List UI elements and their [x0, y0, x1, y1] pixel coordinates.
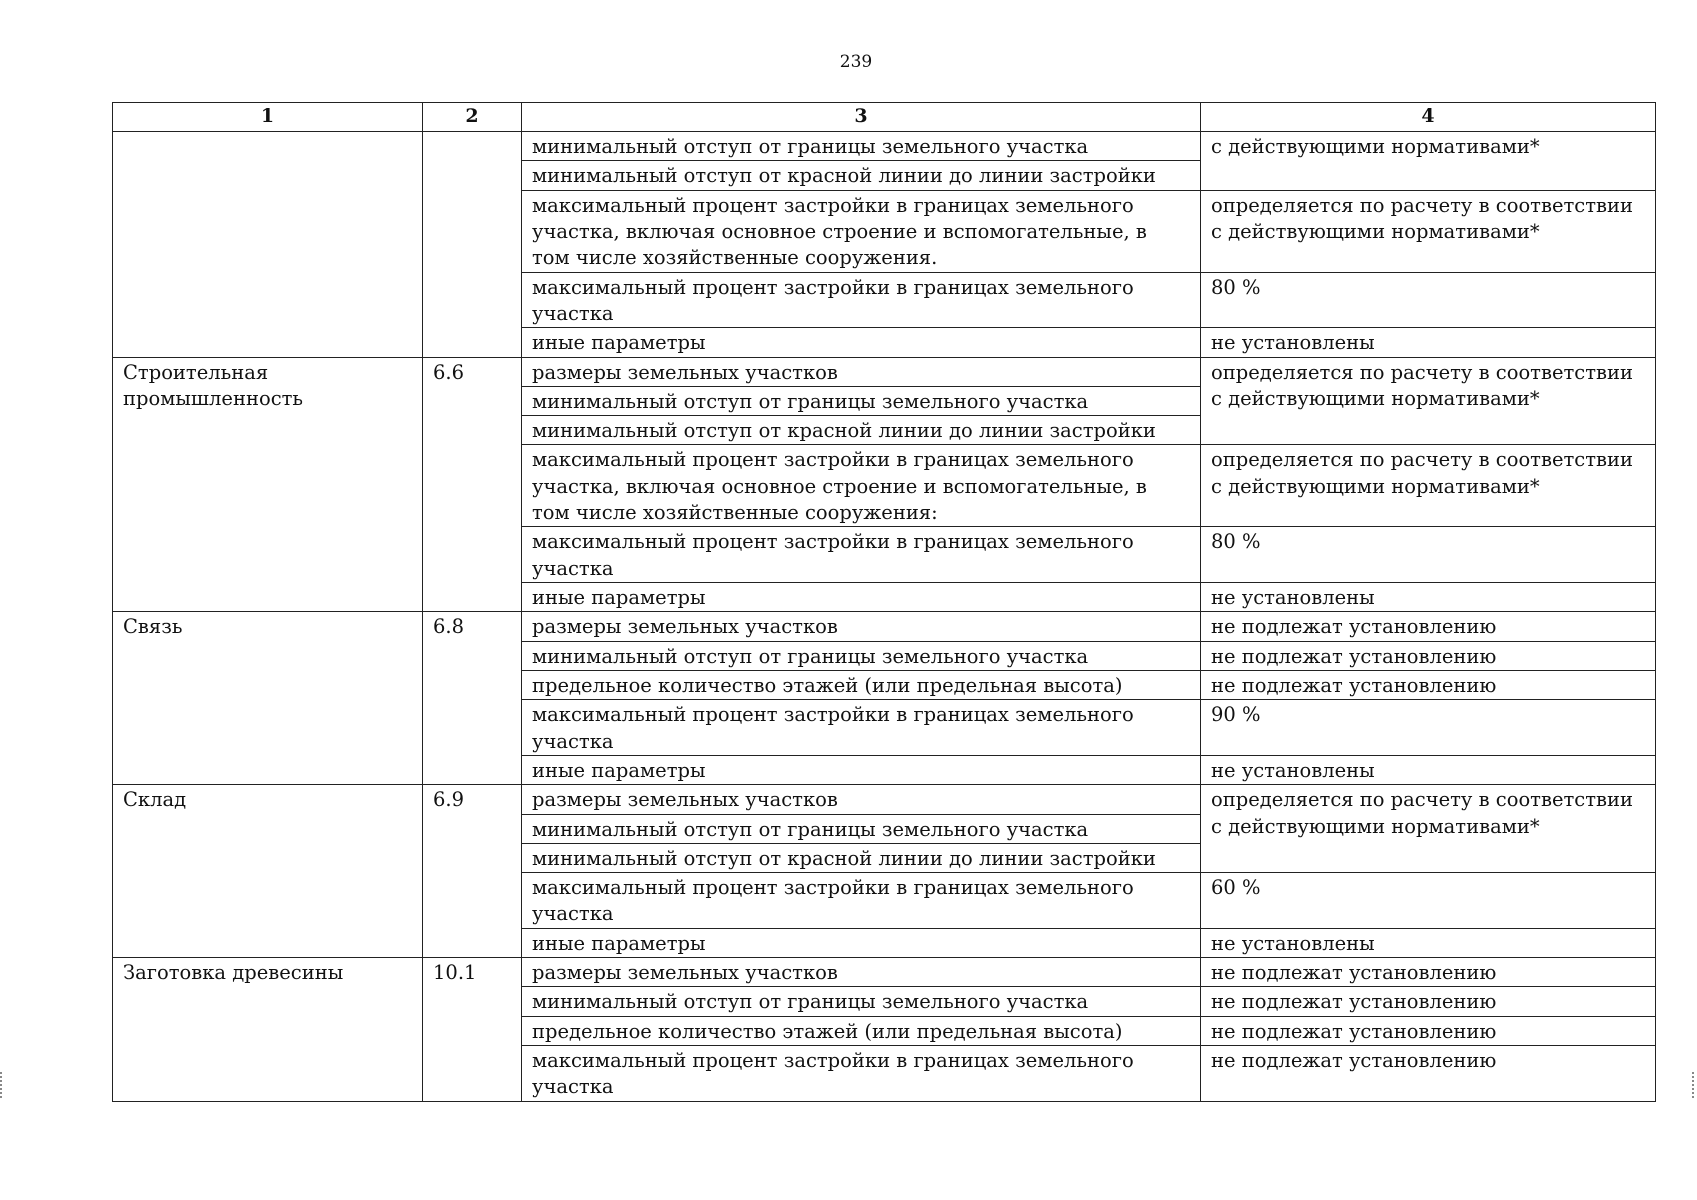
col-header-3: 3 — [522, 103, 1201, 132]
page-number: 239 — [839, 52, 873, 72]
value-cell: не подлежат установлению — [1201, 612, 1656, 641]
param-cell: предельное количество этажей (или предельная высота) — [522, 670, 1201, 699]
value-cell: с действующими нормативами* — [1201, 132, 1656, 191]
scan-mark-left — [0, 1072, 6, 1098]
value-cell: 80 % — [1201, 527, 1656, 583]
param-cell: максимальный процент застройки в границах земельного участка, включая основное строение и вспомогательные, в том числе хозяйственные сооружения: — [522, 445, 1201, 527]
param-cell: минимальный отступ от границы земельного участка — [522, 641, 1201, 670]
param-cell: максимальный процент застройки в границах земельного участка — [522, 873, 1201, 929]
scan-mark-right — [1692, 1072, 1697, 1098]
use-code-cell: 6.6 — [423, 357, 522, 612]
value-cell: не установлены — [1201, 328, 1656, 357]
param-cell: минимальный отступ от границы земельного участка — [522, 814, 1201, 843]
param-cell: максимальный процент застройки в границах земельного участка — [522, 527, 1201, 583]
table-row — [113, 958, 1656, 987]
param-cell: минимальный отступ от границы земельного участка — [522, 386, 1201, 415]
col-header-2: 2 — [423, 103, 522, 132]
col-header-4: 4 — [1201, 103, 1656, 132]
param-cell: иные параметры — [522, 755, 1201, 784]
use-code-cell — [423, 132, 522, 358]
value-cell: не установлены — [1201, 928, 1656, 957]
param-cell: иные параметры — [522, 928, 1201, 957]
param-cell: размеры земельных участков — [522, 612, 1201, 641]
table-header-row — [113, 103, 1656, 132]
value-cell: определяется по расчету в соответствии с действующими нормативами* — [1201, 190, 1656, 272]
table-row — [113, 132, 1656, 161]
table-row — [113, 612, 1656, 641]
param-cell: минимальный отступ от красной линии до линии застройки — [522, 416, 1201, 445]
value-cell: 80 % — [1201, 272, 1656, 328]
col-header-1: 1 — [113, 103, 423, 132]
param-cell: минимальный отступ от границы земельного участка — [522, 987, 1201, 1016]
value-cell: не установлены — [1201, 755, 1656, 784]
value-cell: не подлежат установлению — [1201, 1016, 1656, 1045]
param-cell: максимальный процент застройки в границах земельного участка — [522, 1046, 1201, 1102]
param-cell: размеры земельных участков — [522, 357, 1201, 386]
value-cell: 60 % — [1201, 873, 1656, 929]
use-name-cell — [113, 132, 423, 358]
value-cell: определяется по расчету в соответствии с действующими нормативами* — [1201, 445, 1656, 527]
value-cell: не установлены — [1201, 583, 1656, 612]
param-cell: иные параметры — [522, 328, 1201, 357]
value-cell: не подлежат установлению — [1201, 958, 1656, 987]
use-code-cell: 10.1 — [423, 958, 522, 1102]
use-name-cell: Строительная промышленность — [113, 357, 423, 612]
value-cell: не подлежат установлению — [1201, 987, 1656, 1016]
table-row — [113, 357, 1656, 386]
param-cell: максимальный процент застройки в границах земельного участка, включая основное строение и вспомогательные, в том числе хозяйственные сооружения. — [522, 190, 1201, 272]
table-row — [113, 785, 1656, 814]
regulations-table — [112, 102, 1656, 1102]
param-cell: минимальный отступ от красной линии до линии застройки — [522, 843, 1201, 872]
value-cell: не подлежат установлению — [1201, 1046, 1656, 1102]
value-cell: не подлежат установлению — [1201, 670, 1656, 699]
param-cell: максимальный процент застройки в границах земельного участка — [522, 272, 1201, 328]
param-cell: предельное количество этажей (или предельная высота) — [522, 1016, 1201, 1045]
param-cell: иные параметры — [522, 583, 1201, 612]
param-cell: минимальный отступ от красной линии до линии застройки — [522, 161, 1201, 190]
param-cell: размеры земельных участков — [522, 958, 1201, 987]
value-cell: определяется по расчету в соответствии с действующими нормативами* — [1201, 785, 1656, 873]
value-cell: 90 % — [1201, 700, 1656, 756]
use-name-cell: Склад — [113, 785, 423, 958]
value-cell: определяется по расчету в соответствии с действующими нормативами* — [1201, 357, 1656, 445]
value-cell: не подлежат установлению — [1201, 641, 1656, 670]
param-cell: минимальный отступ от границы земельного участка — [522, 132, 1201, 161]
use-name-cell: Связь — [113, 612, 423, 785]
use-name-cell: Заготовка древесины — [113, 958, 423, 1102]
param-cell: размеры земельных участков — [522, 785, 1201, 814]
param-cell: максимальный процент застройки в границах земельного участка — [522, 700, 1201, 756]
use-code-cell: 6.8 — [423, 612, 522, 785]
use-code-cell: 6.9 — [423, 785, 522, 958]
